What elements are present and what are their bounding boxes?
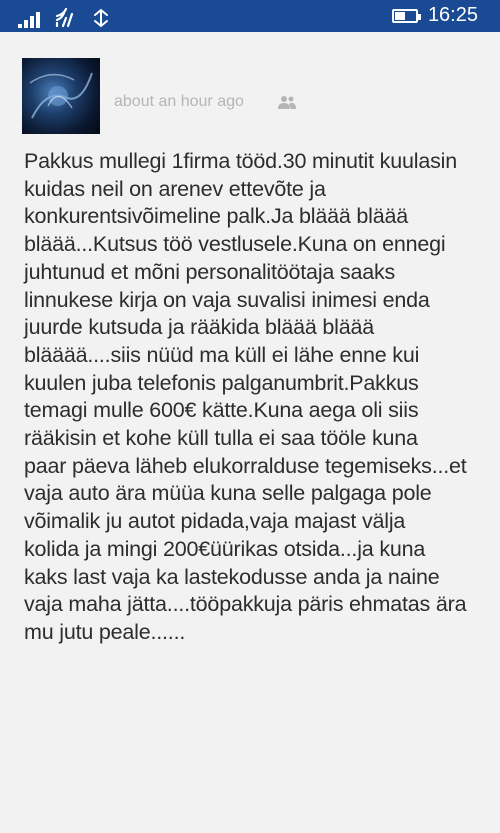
avatar-image bbox=[22, 58, 100, 134]
post-header bbox=[22, 58, 482, 136]
post-timestamp[interactable]: about an hour ago bbox=[114, 93, 244, 110]
friends-icon[interactable] bbox=[278, 95, 296, 109]
status-bar bbox=[0, 0, 500, 32]
avatar[interactable] bbox=[22, 58, 100, 134]
status-right bbox=[392, 4, 478, 27]
battery-icon bbox=[392, 9, 418, 23]
data-sync-icon bbox=[90, 8, 112, 28]
battery-level bbox=[395, 12, 405, 20]
status-left-icons bbox=[18, 6, 112, 28]
signal-icon bbox=[18, 10, 40, 28]
post-body-text: Pakkus mullegi 1firma tööd.30 minutit kuulasin kuidas neil on arenev ettevõte ja konkurentsivõimeline palk.Ja bläää bläää bläää...Kutsus töö vestlusele.Kuna on ennegi juhtunud et mõni personalitöötaja saaks linnukese kirja on vaja suvalisi inimesi enda juurde kutsuda ja rääkida bläää bläää blääää....siis nüüd ma küll ei lähe enne kui kuulen juba telefonis palganumbrit.Pakkus temagi mulle 600€ kätte.Kuna aega oli siis rääkisin et kohe küll tulla ei saa tööle kuna paar päeva läheb elukorralduse tegemiseks...et vaja auto ära müüa kuna selle palgaga pole võimalik ju autot pidada,vaja majast välja kolida ja mingi 200€üürikas otsida...ja kuna kaks last vaja ka lastekodusse anda ja naine vaja maha jätta....tööpakkuja päris ehmatas ära mu jutu peale...... bbox=[24, 149, 467, 644]
status-time: 16:25 bbox=[427, 4, 478, 26]
wifi-icon bbox=[54, 8, 76, 28]
